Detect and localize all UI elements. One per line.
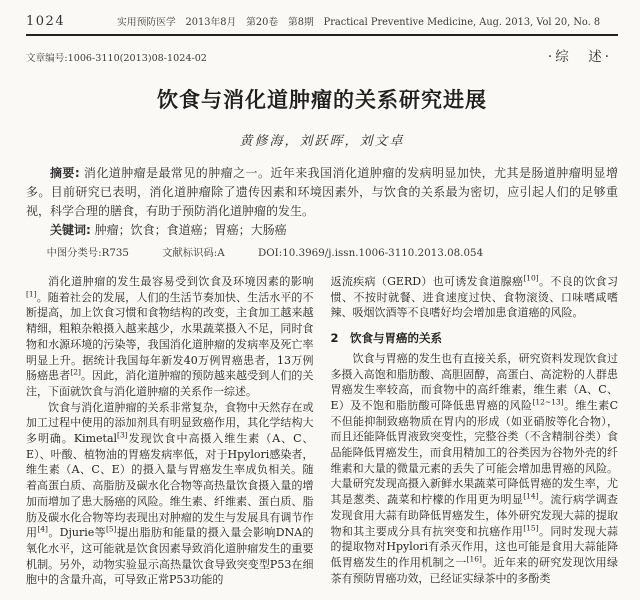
left-column [26,274,314,588]
article-meta-row [26,45,618,65]
doi-label: DOI: [257,247,283,259]
article-title: 饮食与消化道肿瘤的关系研究进展 [157,88,487,112]
document-code-value: A [217,247,225,259]
clc-label: 中图分类号: [46,247,102,259]
author-line: 黄修海，刘跃晖，刘文卓 [239,134,405,149]
document-code-label: 文献标识码: [162,247,218,259]
abstract-label: 摘要: [50,166,80,180]
keywords-label: 关键词: [50,223,91,237]
article-id-label: 文章编号: [26,53,68,64]
clc-number [47,247,129,259]
abstract [26,164,618,221]
running-head [26,14,618,29]
body-paragraph: 饮食与胃癌的发生也有直接关系，研究资料发现饮食过多摄入高饱和脂肪酸、高胆固醇，高蛋白、高淀粉的人群患胃癌发生率较高，而食物中的高纤维素，维生素（A、C、E）及不饱和脂肪酸可降低患胃癌的风险[12~13]。维生素C不但能抑制致癌物质在胃内的形成（如亚硝胺等化合物），而且还能降低胃液致突变性，完整谷类（不含精制谷类）食品能降低胃癌发生，而食用精加工的谷类因为谷物外壳的纤维素和大量的微量元素的丢失了可能会增加患胃癌的风险。大量研究发现高摄入新鲜水果蔬菜可降低胃癌的发生率，尤其是葱类、蔬菜和柠檬的作用更为明显[14]。流行病学调查发现食用大蒜有助降低胃癌发生，体外研究发现大蒜的提取物和其主要成分具有抗突变和抗癌作用[15]。同时发现大蒜的提取物对Hpylori有杀灭作用，这也可能是食用大蒜能降低胃癌发生的作用机制之一[16]。近年来的研究发现饮用绿茶有预防胃癌功效，已经证实绿茶中的多酚类 [330,351,619,585]
doi [258,247,483,259]
page-number: 1024 [26,14,66,29]
clc-value: R735 [101,247,129,259]
article-id-value: 1006-3110(2013)08-1024-02 [67,53,207,64]
document-code [162,247,224,259]
keywords-line [26,221,618,240]
section-heading: 2 饮食与胃癌的关系 [330,331,443,346]
body-paragraph: 返流疾病（GERD）也可诱发食道腺癌[10]。不良的饮食习惯、不按时就餐、进食速度过快、食物滚烫、口味嗜咸嗜辣、吸烟饮酒等不良嗜好均会增加患食道癌的风险。 [330,273,619,320]
article-id [26,50,207,64]
article-body [26,274,618,588]
doi-value: 10.3969/j.issn.1006-3110.2013.08.054 [282,247,484,259]
abstract-text: 消化道肿瘤是最常见的肿瘤之一。近年来我国消化道肿瘤的发病明显加快，尤其是肠道肿瘤明显增多。目前研究已表明，消化道肿瘤除了遗传因素和环境因素外，与饮食的关系最为密切，应引起人们的足够重视，科学合理的膳食，有助于预防消化道肿瘤的发生。 [26,166,618,218]
column-tag-review: ·综 述· [547,49,612,65]
publication-meta-line [26,244,618,259]
body-paragraph: 消化道肿瘤的发生最容易受到饮食及环境因素的影响[1]。随着社会的发展，人们的生活节奏加快、生活水平的不断提高，加上饮食习惯和食物结构的改变，主食加工越来越精细，粗粮杂粮摄入越来越少，水果蔬菜摄入不足，同时食物和水源环境的污染等，我国消化道肿瘤的发病率及死亡率明显上升。据统计我国每年新发40万例胃癌患者，13万例肠癌患者[2]。因此，消化道肿瘤的预防越来越受到人们的关注，下面就饮食与消化道肿瘤的关系作一综述。 [26,275,314,398]
body-paragraph: 饮食与消化道肿瘤的关系非常复杂，食物中天然存在或加工过程中使用的添加剂具有明显致癌作用，其化学结构大多明确。Kimetal[3]发现饮食中高摄入维生素（A、C、E）、叶酸、植物油的胃癌发病率低，对于Hpylori感染者，维生素（A、C、E）的摄入量与胃癌发生率成负相关。随着高蛋白质、高脂肪及碳水化合物等高热量饮食摄入量的增加而增加了患大肠癌的风险。维生素、纤维素、蛋白质、脂肪及碳水化合物等均表现出对肿瘤的发生与发展具有调节作用[4]。Djurie等[5]提出脂肪和能量的摄入量会影响DNA的氧化水平，这可能就是饮食因素导致消化道肿瘤发生的重要机制。另外，动物实验显示高热量饮食导致突变型P53在细胞中的含量升高，可导致正常P53功能的 [26,400,314,587]
right-column [331,274,619,588]
keywords-text: 肿瘤；饮食；食道癌；胃癌；大肠癌 [94,223,287,237]
header-rule [26,34,618,36]
journal-header: 实用预防医学 2013年8月 第20卷 第8期 Practical Preventive Medicine, Aug. 2013, Vol 20, No. 8 [116,17,601,28]
